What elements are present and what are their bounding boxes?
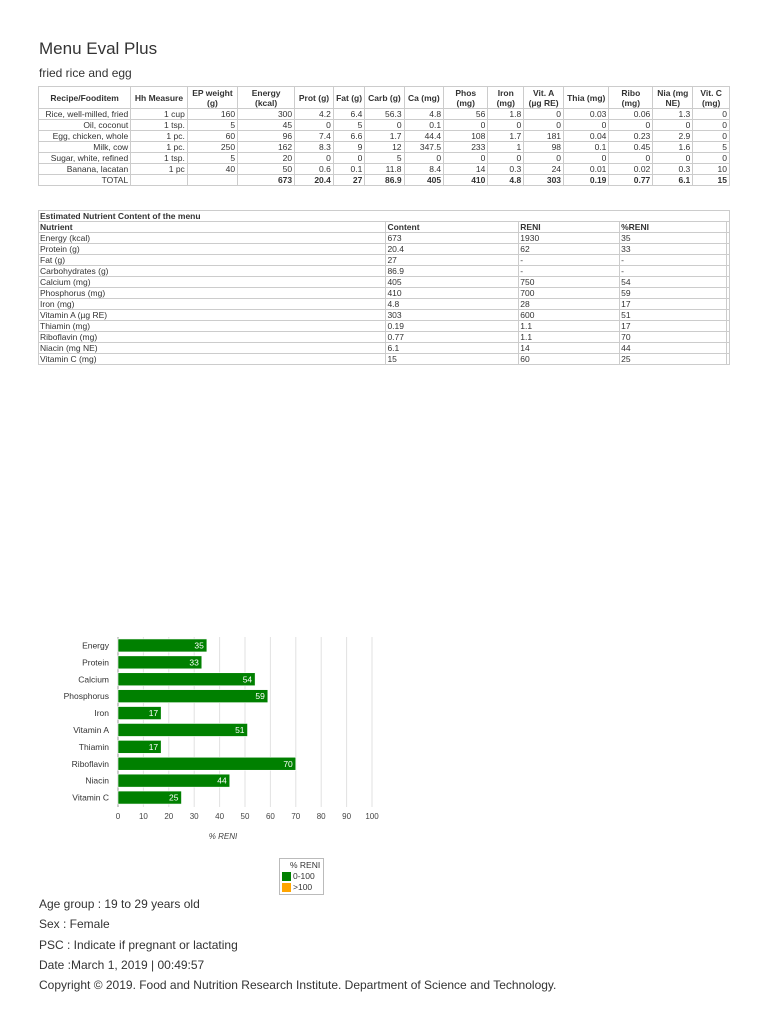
total-cell: 303 <box>524 175 564 186</box>
category-label: Vitamin C <box>72 792 109 803</box>
empty-cell <box>727 354 730 365</box>
total-cell: 0.19 <box>564 175 609 186</box>
table-cell: 8.3 <box>295 142 334 153</box>
table-cell: Thiamin (mg) <box>39 321 386 332</box>
table-cell: 14 <box>519 343 620 354</box>
table-cell: 96 <box>238 131 295 142</box>
table-cell: 7.4 <box>295 131 334 142</box>
food-item-row <box>39 164 730 175</box>
table-cell: 0 <box>404 153 444 164</box>
bar-value-label: 25 <box>169 792 179 803</box>
nutrient-row <box>39 288 730 299</box>
column-header: %RENI <box>620 222 727 233</box>
table-cell: 181 <box>524 131 564 142</box>
total-cell <box>187 175 237 186</box>
reni-bar-chart <box>30 630 390 852</box>
table-cell: 0 <box>693 153 730 164</box>
table-cell: 0 <box>693 131 730 142</box>
table-cell: 2.9 <box>653 131 693 142</box>
food-item-row <box>39 131 730 142</box>
table-cell: 0 <box>488 120 524 131</box>
column-header: Vit. A (µg RE) <box>524 87 564 109</box>
nutrient-row <box>39 255 730 266</box>
column-header: Thia (mg) <box>564 87 609 109</box>
x-tick-label: 10 <box>138 812 148 821</box>
nutrient-content-table <box>38 210 730 365</box>
total-cell <box>131 175 188 186</box>
empty-cell <box>727 233 730 244</box>
table-cell: 0 <box>295 153 334 164</box>
bar <box>118 757 296 770</box>
nutrient-row <box>39 233 730 244</box>
column-header: Content <box>386 222 519 233</box>
category-label: Calcium <box>78 674 109 685</box>
column-header: Energy (kcal) <box>238 87 295 109</box>
column-header: Hh Measure <box>131 87 188 109</box>
table-cell: 1 tsp. <box>131 120 188 131</box>
food-item-row <box>39 142 730 153</box>
table-cell: 6.1 <box>386 343 519 354</box>
table-cell: 8.4 <box>404 164 444 175</box>
total-cell: 6.1 <box>653 175 693 186</box>
table-cell: Riboflavin (mg) <box>39 332 386 343</box>
bar-value-label: 35 <box>194 640 204 651</box>
table-cell: 1 pc <box>131 164 188 175</box>
total-cell: 15 <box>693 175 730 186</box>
column-header: Carb (g) <box>365 87 404 109</box>
table-cell: 50 <box>238 164 295 175</box>
category-label: Thiamin <box>78 741 109 752</box>
column-header: Iron (mg) <box>488 87 524 109</box>
x-tick-label: 90 <box>342 812 352 821</box>
table-cell: 0 <box>564 120 609 131</box>
food-item-row <box>39 109 730 120</box>
category-label: Energy <box>82 640 109 651</box>
table-cell: 0 <box>564 153 609 164</box>
column-header: Fat (g) <box>333 87 364 109</box>
table-cell: 20 <box>238 153 295 164</box>
total-cell: 20.4 <box>295 175 334 186</box>
empty-cell <box>727 343 730 354</box>
total-cell: 0.77 <box>609 175 653 186</box>
legend-label: >100 <box>293 882 313 892</box>
table-cell: 1 tsp. <box>131 153 188 164</box>
table-cell: Fat (g) <box>39 255 386 266</box>
table-cell: 20.4 <box>386 244 519 255</box>
table-cell: - <box>620 255 727 266</box>
table-cell: 0 <box>524 153 564 164</box>
table-cell: 0 <box>365 120 404 131</box>
table-cell: 0.04 <box>564 131 609 142</box>
page-title: Menu Eval Plus <box>39 39 158 58</box>
legend-item <box>282 882 320 893</box>
table-cell: 0 <box>444 120 488 131</box>
table-cell: Phosphorus (mg) <box>39 288 386 299</box>
bar-value-label: 33 <box>189 657 199 668</box>
table-cell: 5 <box>365 153 404 164</box>
table-cell: 0.3 <box>653 164 693 175</box>
table-cell: Banana, lacatan <box>39 164 131 175</box>
table-cell: 45 <box>238 120 295 131</box>
nutrient-row <box>39 299 730 310</box>
table-cell: 59 <box>620 288 727 299</box>
column-header: Vit. C (mg) <box>693 87 730 109</box>
table-cell: 1.1 <box>519 332 620 343</box>
table-cell: 0.01 <box>564 164 609 175</box>
x-tick-label: 30 <box>189 812 199 821</box>
nutrient-row <box>39 244 730 255</box>
table-cell: Calcium (mg) <box>39 277 386 288</box>
menu-name: fried rice and egg <box>39 66 132 80</box>
table-cell: 0.02 <box>609 164 653 175</box>
table-cell: 1.7 <box>488 131 524 142</box>
table-cell: - <box>620 266 727 277</box>
table-cell: 54 <box>620 277 727 288</box>
food-item-row <box>39 153 730 164</box>
x-tick-label: 100 <box>365 812 379 821</box>
bar-value-label: 51 <box>235 724 245 735</box>
total-cell: 405 <box>404 175 444 186</box>
column-header: Ribo (mg) <box>609 87 653 109</box>
legend-title: % RENI <box>290 860 321 870</box>
legend-swatch-over-100 <box>282 883 291 892</box>
category-label: Protein <box>82 657 109 668</box>
table-cell: Egg, chicken, whole <box>39 131 131 142</box>
table-cell: Energy (kcal) <box>39 233 386 244</box>
table-cell: 233 <box>444 142 488 153</box>
table-cell: 44.4 <box>404 131 444 142</box>
nutrient-table-caption-row <box>39 211 730 222</box>
bar-value-label: 54 <box>242 674 253 685</box>
table-cell: 0 <box>524 109 564 120</box>
chart-legend <box>279 858 324 895</box>
table-cell: 0.1 <box>404 120 444 131</box>
recipe-table <box>38 86 730 186</box>
table-cell: 1 pc. <box>131 142 188 153</box>
table-cell: 24 <box>524 164 564 175</box>
table-cell: Oil, coconut <box>39 120 131 131</box>
column-header: Prot (g) <box>295 87 334 109</box>
empty-cell <box>727 266 730 277</box>
table-cell: 108 <box>444 131 488 142</box>
table-cell: Sugar, white, refined <box>39 153 131 164</box>
total-row <box>39 175 730 186</box>
table-cell: 1.7 <box>365 131 404 142</box>
nutrient-table-caption: Estimated Nutrient Content of the menu <box>39 211 730 222</box>
table-cell: 70 <box>620 332 727 343</box>
nutrient-row <box>39 310 730 321</box>
table-cell: 25 <box>620 354 727 365</box>
table-cell: 60 <box>187 131 237 142</box>
table-cell: Vitamin C (mg) <box>39 354 386 365</box>
table-cell: 0 <box>693 120 730 131</box>
bar-value-label: 70 <box>283 758 293 769</box>
table-cell: 1 cup <box>131 109 188 120</box>
table-cell: 0.45 <box>609 142 653 153</box>
table-cell: - <box>519 255 620 266</box>
table-cell: Vitamin A (µg RE) <box>39 310 386 321</box>
table-cell: 0.06 <box>609 109 653 120</box>
table-cell: 0 <box>609 120 653 131</box>
empty-cell <box>727 332 730 343</box>
table-cell: Milk, cow <box>39 142 131 153</box>
column-header: Nia (mg NE) <box>653 87 693 109</box>
table-cell: 1.3 <box>653 109 693 120</box>
table-cell: 44 <box>620 343 727 354</box>
table-cell: 0 <box>444 153 488 164</box>
table-cell: 0 <box>653 153 693 164</box>
legend-label: 0-100 <box>293 871 315 881</box>
table-cell: 5 <box>333 120 364 131</box>
bar-value-label: 44 <box>217 775 227 786</box>
table-cell: 250 <box>187 142 237 153</box>
bar-value-label: 17 <box>148 741 159 752</box>
table-cell: 700 <box>519 288 620 299</box>
total-cell: 4.8 <box>488 175 524 186</box>
bar <box>118 723 248 736</box>
column-header: Phos (mg) <box>444 87 488 109</box>
table-cell: 1.6 <box>653 142 693 153</box>
nutrient-row <box>39 321 730 332</box>
table-cell: 12 <box>365 142 404 153</box>
table-cell: 4.2 <box>295 109 334 120</box>
table-cell: 56.3 <box>365 109 404 120</box>
table-cell: 0.77 <box>386 332 519 343</box>
copyright-text: Copyright © 2019. Food and Nutrition Research Institute. Department of Science and Technology. <box>39 978 557 993</box>
table-cell: 5 <box>187 153 237 164</box>
table-cell: 33 <box>620 244 727 255</box>
bar <box>118 774 230 787</box>
table-cell: 60 <box>519 354 620 365</box>
nutrient-row <box>39 354 730 365</box>
table-cell: Iron (mg) <box>39 299 386 310</box>
legend-swatch-0-100 <box>282 872 291 881</box>
empty-cell <box>727 255 730 266</box>
sex-text: Sex : Female <box>39 917 110 932</box>
table-cell: 0.1 <box>333 164 364 175</box>
table-cell: 1930 <box>519 233 620 244</box>
table-cell: 0 <box>693 109 730 120</box>
x-tick-label: 20 <box>164 812 174 821</box>
total-cell: 27 <box>333 175 364 186</box>
bar <box>118 673 255 686</box>
table-cell: 15 <box>386 354 519 365</box>
table-cell: - <box>519 266 620 277</box>
empty-cell <box>727 310 730 321</box>
empty-cell <box>727 288 730 299</box>
table-cell: 5 <box>187 120 237 131</box>
column-header: Recipe/Fooditem <box>39 87 131 109</box>
empty-cell <box>727 244 730 255</box>
table-cell: 0.1 <box>564 142 609 153</box>
table-cell: Niacin (mg NE) <box>39 343 386 354</box>
table-cell: 0 <box>524 120 564 131</box>
table-cell: 98 <box>524 142 564 153</box>
table-cell: 0.23 <box>609 131 653 142</box>
total-cell: TOTAL <box>39 175 131 186</box>
table-cell: Protein (g) <box>39 244 386 255</box>
x-tick-label: 80 <box>316 812 326 821</box>
table-cell: 0.03 <box>564 109 609 120</box>
total-cell: 410 <box>444 175 488 186</box>
table-cell: 4.8 <box>404 109 444 120</box>
table-cell: 750 <box>519 277 620 288</box>
x-tick-label: 40 <box>215 812 225 821</box>
date-text: Date :March 1, 2019 | 00:49:57 <box>39 957 205 972</box>
empty-cell <box>727 222 730 233</box>
table-cell: 1 <box>488 142 524 153</box>
column-header: EP weight (g) <box>187 87 237 109</box>
table-cell: 4.8 <box>386 299 519 310</box>
table-cell: 410 <box>386 288 519 299</box>
nutrient-row <box>39 277 730 288</box>
table-cell: 1 pc. <box>131 131 188 142</box>
table-cell: 162 <box>238 142 295 153</box>
table-cell: 0.19 <box>386 321 519 332</box>
age-group-text: Age group : 19 to 29 years old <box>39 897 200 911</box>
table-cell: 27 <box>386 255 519 266</box>
table-cell: 405 <box>386 277 519 288</box>
table-cell: 160 <box>187 109 237 120</box>
empty-cell <box>727 321 730 332</box>
table-cell: 6.4 <box>333 109 364 120</box>
column-header: Ca (mg) <box>404 87 444 109</box>
table-cell: 14 <box>444 164 488 175</box>
table-cell: 40 <box>187 164 237 175</box>
table-cell: 62 <box>519 244 620 255</box>
category-label: Iron <box>94 708 109 719</box>
table-cell: 9 <box>333 142 364 153</box>
category-label: Phosphorus <box>63 691 109 702</box>
table-cell: 0.6 <box>295 164 334 175</box>
psc-text: PSC : Indicate if pregnant or lactating <box>39 937 238 952</box>
nutrient-row <box>39 332 730 343</box>
table-cell: 0.3 <box>488 164 524 175</box>
table-cell: 86.9 <box>386 266 519 277</box>
category-label: Niacin <box>85 775 109 786</box>
table-cell: 51 <box>620 310 727 321</box>
table-cell: Rice, well-milled, fried <box>39 109 131 120</box>
table-cell: 0 <box>609 153 653 164</box>
table-cell: 300 <box>238 109 295 120</box>
table-cell: 28 <box>519 299 620 310</box>
x-tick-label: 50 <box>240 812 250 821</box>
empty-cell <box>727 299 730 310</box>
table-cell: 17 <box>620 321 727 332</box>
report-footer <box>39 894 556 995</box>
table-cell: 17 <box>620 299 727 310</box>
table-cell: 6.6 <box>333 131 364 142</box>
table-cell: 303 <box>386 310 519 321</box>
column-header: RENI <box>519 222 620 233</box>
bar <box>118 690 268 703</box>
table-cell: 673 <box>386 233 519 244</box>
table-cell: Carbohydrates (g) <box>39 266 386 277</box>
table-cell: 0 <box>295 120 334 131</box>
bar-value-label: 17 <box>148 708 159 719</box>
category-label: Riboflavin <box>71 758 109 769</box>
bar-value-label: 59 <box>255 691 265 702</box>
table-cell: 600 <box>519 310 620 321</box>
table-cell: 5 <box>693 142 730 153</box>
table-cell: 1.8 <box>488 109 524 120</box>
x-tick-label: 70 <box>291 812 301 821</box>
table-cell: 1.1 <box>519 321 620 332</box>
food-item-row <box>39 120 730 131</box>
nutrient-row <box>39 343 730 354</box>
legend-item <box>282 871 320 882</box>
table-cell: 35 <box>620 233 727 244</box>
table-cell: 0 <box>333 153 364 164</box>
table-cell: 11.8 <box>365 164 404 175</box>
column-header: Nutrient <box>39 222 386 233</box>
empty-cell <box>727 277 730 288</box>
table-cell: 0 <box>488 153 524 164</box>
total-cell: 673 <box>238 175 295 186</box>
table-cell: 56 <box>444 109 488 120</box>
x-tick-label: 60 <box>265 812 275 821</box>
category-label: Vitamin A <box>73 724 109 735</box>
nutrient-row <box>39 266 730 277</box>
x-tick-label: 0 <box>115 812 121 821</box>
x-axis-title: % RENI <box>208 832 238 841</box>
table-cell: 0 <box>653 120 693 131</box>
recipe-table-header-row <box>39 87 730 109</box>
table-cell: 347.5 <box>404 142 444 153</box>
total-cell: 86.9 <box>365 175 404 186</box>
nutrient-table-header-row <box>39 222 730 233</box>
table-cell: 10 <box>693 164 730 175</box>
